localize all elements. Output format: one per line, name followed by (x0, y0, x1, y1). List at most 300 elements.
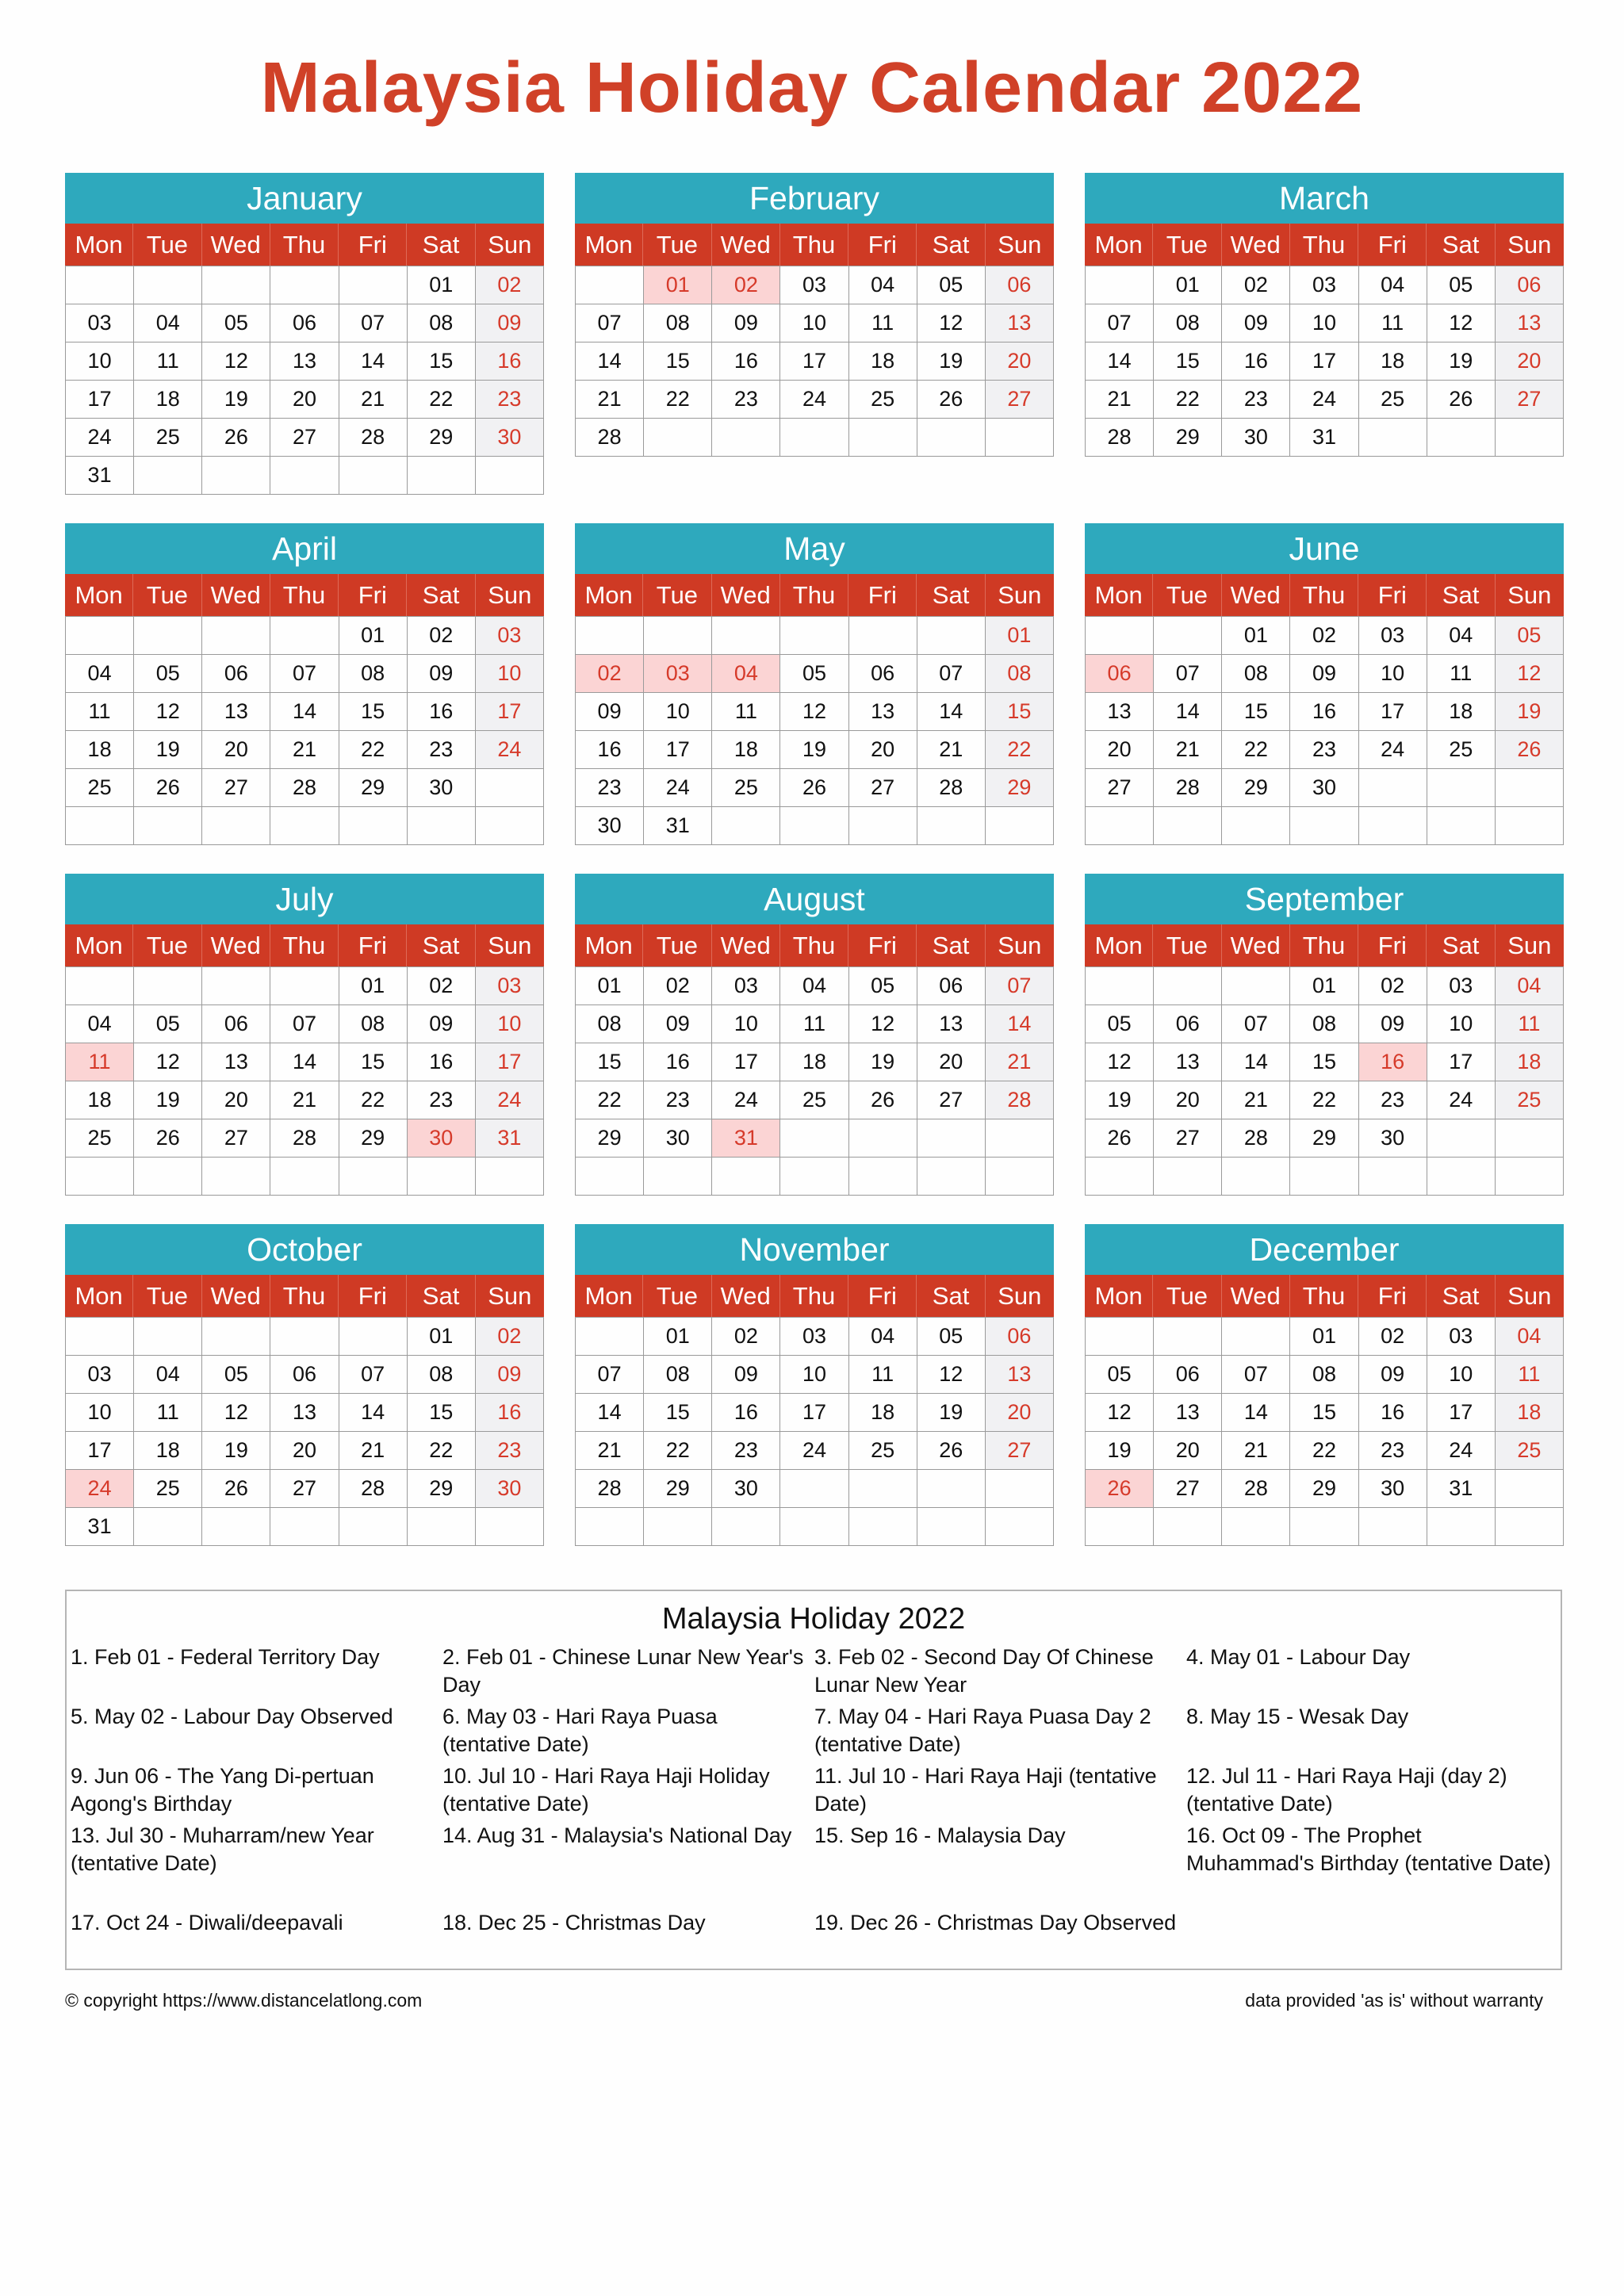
day-cell: 10 (780, 1355, 848, 1393)
day-cell: 21 (270, 1081, 339, 1119)
day-cell: 10 (644, 692, 712, 730)
day-cell: 21 (270, 730, 339, 768)
empty-day-cell (986, 1507, 1054, 1545)
day-cell: 12 (1086, 1043, 1154, 1081)
day-cell: 16 (1290, 692, 1358, 730)
day-cell: 09 (1359, 1004, 1427, 1043)
empty-day-cell (1496, 806, 1564, 844)
day-cell: 30 (644, 1119, 712, 1157)
day-cell: 23 (408, 1081, 476, 1119)
weekday-label: Tue (1153, 574, 1221, 616)
day-cell: 27 (986, 380, 1054, 418)
weekday-label: Fri (848, 924, 917, 966)
empty-day-cell (644, 616, 712, 654)
day-cell: 09 (1222, 304, 1290, 342)
day-cell: 09 (712, 304, 780, 342)
day-cell: 15 (644, 1393, 712, 1431)
weekday-label: Thu (1290, 224, 1358, 266)
weekday-label: Wed (202, 924, 270, 966)
empty-day-cell (134, 1507, 202, 1545)
disclaimer-text: data provided 'as is' without warranty (1245, 1990, 1543, 2011)
day-cell: 15 (408, 1393, 476, 1431)
empty-day-cell (1359, 1507, 1427, 1545)
empty-day-cell (270, 1157, 339, 1195)
day-cell: 27 (202, 1119, 270, 1157)
day-cell: 03 (476, 616, 544, 654)
month-name: February (575, 173, 1054, 224)
day-cell: 15 (1154, 342, 1222, 380)
month-november (575, 1224, 1054, 1548)
day-cell: 22 (1290, 1431, 1358, 1469)
day-cell: 06 (1154, 1355, 1222, 1393)
day-cell: 29 (576, 1119, 644, 1157)
day-cell: 27 (849, 768, 917, 806)
day-cell: 08 (339, 654, 408, 692)
empty-day-cell (1086, 1317, 1154, 1355)
empty-day-cell (1427, 1507, 1496, 1545)
day-cell: 21 (576, 1431, 644, 1469)
day-cell: 19 (917, 1393, 986, 1431)
weekday-label: Wed (202, 1275, 270, 1317)
empty-day-cell (986, 1157, 1054, 1195)
day-cell: 02 (1359, 966, 1427, 1004)
day-cell: 30 (476, 1469, 544, 1507)
day-cell: 26 (1086, 1119, 1154, 1157)
empty-day-cell (849, 806, 917, 844)
empty-day-cell (917, 1157, 986, 1195)
day-cell: 10 (66, 1393, 134, 1431)
weekday-label: Mon (575, 924, 643, 966)
day-cell: 31 (66, 456, 134, 494)
holiday-item: 18. Dec 25 - Christmas Day (442, 1911, 706, 1934)
day-cell: 07 (986, 966, 1054, 1004)
day-cell: 18 (712, 730, 780, 768)
day-cell: 05 (134, 654, 202, 692)
day-cell: 16 (712, 342, 780, 380)
day-cell: 16 (476, 342, 544, 380)
empty-day-cell (1222, 806, 1290, 844)
month-june (1085, 523, 1564, 848)
holiday-list-title: Malaysia Holiday 2022 (661, 1602, 966, 1636)
day-cell: 29 (408, 418, 476, 456)
day-cell: 27 (270, 1469, 339, 1507)
day-cell: 25 (780, 1081, 848, 1119)
day-cell: 17 (1290, 342, 1358, 380)
day-cell: 22 (986, 730, 1054, 768)
day-cell: 16 (476, 1393, 544, 1431)
day-cell: 23 (476, 1431, 544, 1469)
day-cell: 06 (849, 654, 917, 692)
weekday-label: Thu (270, 924, 339, 966)
holiday-item: 2. Feb 01 - Chinese Lunar New Year's Day (442, 1645, 804, 1697)
weekday-label: Sun (998, 931, 1042, 959)
day-cell: 20 (202, 730, 270, 768)
weekday-label: Wed (1222, 924, 1290, 966)
weekday-label: Sun (488, 1281, 532, 1310)
day-cell: 06 (202, 654, 270, 692)
day-cell: 19 (917, 342, 986, 380)
day-cell: 25 (1427, 730, 1496, 768)
empty-day-cell (1496, 1469, 1564, 1507)
empty-day-cell (576, 616, 644, 654)
day-cell: 23 (476, 380, 544, 418)
day-cell: 25 (134, 1469, 202, 1507)
empty-day-cell (339, 456, 408, 494)
day-cell: 27 (270, 418, 339, 456)
day-cell: 08 (644, 304, 712, 342)
weekday-label: Thu (780, 574, 848, 616)
empty-day-cell (644, 1157, 712, 1195)
day-cell: 27 (1086, 768, 1154, 806)
empty-day-cell (780, 806, 848, 844)
empty-day-cell (780, 1507, 848, 1545)
day-cell: 27 (917, 1081, 986, 1119)
empty-day-cell (202, 1317, 270, 1355)
day-cell: 11 (66, 1043, 134, 1081)
empty-day-cell (849, 1157, 917, 1195)
day-cell: 07 (270, 654, 339, 692)
day-cell: 01 (1290, 966, 1358, 1004)
weekday-label: Sat (917, 1275, 985, 1317)
day-cell: 04 (66, 654, 134, 692)
holiday-item: 19. Dec 26 - Christmas Day Observed (814, 1911, 1177, 1934)
empty-day-cell (1154, 1317, 1222, 1355)
day-cell: 29 (644, 1469, 712, 1507)
day-cell: 07 (1222, 1355, 1290, 1393)
day-cell: 23 (408, 730, 476, 768)
day-cell: 26 (917, 380, 986, 418)
weekday-header (575, 924, 1054, 966)
day-cell: 23 (1359, 1081, 1427, 1119)
day-cell: 21 (1086, 380, 1154, 418)
day-cell: 13 (1496, 304, 1564, 342)
day-cell: 27 (986, 1431, 1054, 1469)
empty-day-cell (917, 1469, 986, 1507)
day-grid (575, 1317, 1054, 1546)
empty-day-cell (202, 1507, 270, 1545)
day-cell: 08 (408, 304, 476, 342)
weekday-label: Thu (780, 1275, 848, 1317)
day-cell: 12 (202, 1393, 270, 1431)
empty-day-cell (134, 806, 202, 844)
day-cell: 20 (917, 1043, 986, 1081)
weekday-label: Mon (1085, 224, 1153, 266)
empty-day-cell (1496, 1507, 1564, 1545)
day-grid (575, 616, 1054, 845)
day-cell: 15 (1290, 1043, 1358, 1081)
day-cell: 11 (66, 692, 134, 730)
day-cell: 23 (712, 1431, 780, 1469)
empty-day-cell (576, 1507, 644, 1545)
day-cell: 17 (476, 692, 544, 730)
day-cell: 22 (644, 1431, 712, 1469)
day-cell: 15 (1290, 1393, 1358, 1431)
day-cell: 18 (66, 730, 134, 768)
empty-day-cell (408, 806, 476, 844)
day-cell: 27 (1154, 1119, 1222, 1157)
empty-day-cell (1154, 1157, 1222, 1195)
day-cell: 07 (917, 654, 986, 692)
day-cell: 29 (339, 768, 408, 806)
day-cell: 23 (1222, 380, 1290, 418)
day-cell: 13 (986, 1355, 1054, 1393)
day-cell: 04 (849, 1317, 917, 1355)
day-cell: 24 (1359, 730, 1427, 768)
day-cell: 23 (576, 768, 644, 806)
weekday-label: Thu (780, 924, 848, 966)
holiday-item: 7. May 04 - Hari Raya Puasa Day 2 (tentative Date) (814, 1705, 1151, 1756)
day-cell: 07 (1222, 1004, 1290, 1043)
empty-day-cell (202, 456, 270, 494)
day-cell: 29 (1290, 1119, 1358, 1157)
day-cell: 06 (986, 266, 1054, 304)
day-cell: 08 (1154, 304, 1222, 342)
day-cell: 24 (66, 418, 134, 456)
day-cell: 03 (712, 966, 780, 1004)
empty-day-cell (1086, 966, 1154, 1004)
weekday-label: Wed (1222, 1275, 1290, 1317)
empty-day-cell (1222, 1507, 1290, 1545)
day-cell: 28 (576, 418, 644, 456)
day-cell: 08 (1290, 1355, 1358, 1393)
day-cell: 16 (644, 1043, 712, 1081)
day-cell: 19 (1086, 1431, 1154, 1469)
day-cell: 09 (408, 654, 476, 692)
day-cell: 06 (1154, 1004, 1222, 1043)
day-cell: 25 (849, 1431, 917, 1469)
weekday-label: Sun (1507, 230, 1552, 258)
day-cell: 21 (339, 1431, 408, 1469)
holiday-item: 9. Jun 06 - The Yang Di-pertuan Agong's Birthday (71, 1764, 374, 1816)
day-cell: 10 (1359, 654, 1427, 692)
day-cell: 20 (986, 1393, 1054, 1431)
weekday-label: Mon (1085, 924, 1153, 966)
weekday-header (1085, 224, 1564, 266)
day-cell: 14 (339, 342, 408, 380)
weekday-label: Sat (407, 574, 475, 616)
day-cell: 13 (917, 1004, 986, 1043)
empty-day-cell (202, 616, 270, 654)
day-cell: 08 (408, 1355, 476, 1393)
day-cell: 20 (1154, 1081, 1222, 1119)
weekday-label: Sat (1427, 924, 1495, 966)
day-cell: 17 (780, 1393, 848, 1431)
empty-day-cell (576, 1157, 644, 1195)
day-cell: 20 (270, 380, 339, 418)
day-cell: 11 (1496, 1004, 1564, 1043)
day-cell: 02 (476, 1317, 544, 1355)
day-cell: 09 (1290, 654, 1358, 692)
day-cell: 14 (576, 1393, 644, 1431)
month-april (65, 523, 544, 848)
day-cell: 26 (917, 1431, 986, 1469)
day-cell: 08 (339, 1004, 408, 1043)
day-grid (1085, 266, 1564, 457)
empty-day-cell (202, 806, 270, 844)
day-cell: 05 (202, 1355, 270, 1393)
weekday-label: Thu (270, 1275, 339, 1317)
weekday-label: Fri (1358, 574, 1427, 616)
day-cell: 18 (849, 1393, 917, 1431)
empty-day-cell (1496, 1119, 1564, 1157)
empty-day-cell (66, 1317, 134, 1355)
day-cell: 25 (712, 768, 780, 806)
holiday-item: 12. Jul 11 - Hari Raya Haji (day 2) (tentative Date) (1186, 1764, 1507, 1816)
empty-day-cell (917, 418, 986, 456)
day-cell: 07 (339, 1355, 408, 1393)
empty-day-cell (1086, 616, 1154, 654)
empty-day-cell (712, 806, 780, 844)
empty-day-cell (1290, 1157, 1358, 1195)
day-cell: 09 (1359, 1355, 1427, 1393)
day-cell: 30 (408, 1119, 476, 1157)
weekday-label: Thu (270, 574, 339, 616)
holiday-item: 13. Jul 30 - Muharram/new Year (tentative Date) (71, 1823, 374, 1875)
day-cell: 27 (202, 768, 270, 806)
day-cell: 13 (849, 692, 917, 730)
empty-day-cell (1222, 966, 1290, 1004)
day-cell: 18 (134, 380, 202, 418)
empty-day-cell (339, 1507, 408, 1545)
day-cell: 11 (1496, 1355, 1564, 1393)
empty-day-cell (66, 806, 134, 844)
day-cell: 14 (917, 692, 986, 730)
day-cell: 04 (1496, 1317, 1564, 1355)
weekday-label: Fri (339, 224, 407, 266)
weekday-label: Wed (712, 224, 780, 266)
day-cell: 02 (408, 616, 476, 654)
day-cell: 07 (1086, 304, 1154, 342)
day-cell: 10 (476, 1004, 544, 1043)
day-cell: 05 (1427, 266, 1496, 304)
empty-day-cell (1222, 1157, 1290, 1195)
day-cell: 17 (66, 1431, 134, 1469)
day-cell: 24 (476, 1081, 544, 1119)
day-cell: 12 (849, 1004, 917, 1043)
month-january (65, 173, 544, 497)
day-cell: 17 (66, 380, 134, 418)
day-cell: 19 (1086, 1081, 1154, 1119)
day-cell: 28 (917, 768, 986, 806)
empty-day-cell (339, 806, 408, 844)
weekday-label: Fri (848, 1275, 917, 1317)
day-cell: 04 (849, 266, 917, 304)
day-cell: 19 (1427, 342, 1496, 380)
day-cell: 02 (576, 654, 644, 692)
day-cell: 13 (986, 304, 1054, 342)
day-cell: 13 (270, 1393, 339, 1431)
weekday-label: Sun (998, 1281, 1042, 1310)
day-cell: 12 (134, 1043, 202, 1081)
day-grid (575, 966, 1054, 1196)
empty-day-cell (408, 1507, 476, 1545)
weekday-label: Sun (488, 580, 532, 609)
empty-day-cell (66, 1157, 134, 1195)
weekday-label: Mon (575, 1275, 643, 1317)
month-name: April (65, 523, 544, 574)
weekday-label: Tue (643, 924, 711, 966)
day-cell: 21 (339, 380, 408, 418)
day-cell: 05 (1496, 616, 1564, 654)
weekday-label: Thu (270, 224, 339, 266)
day-cell: 02 (408, 966, 476, 1004)
day-cell: 03 (644, 654, 712, 692)
empty-day-cell (66, 266, 134, 304)
day-cell: 02 (712, 266, 780, 304)
day-cell: 21 (576, 380, 644, 418)
day-cell: 18 (780, 1043, 848, 1081)
day-cell: 17 (476, 1043, 544, 1081)
day-cell: 12 (917, 1355, 986, 1393)
day-cell: 03 (780, 1317, 848, 1355)
empty-day-cell (1086, 266, 1154, 304)
day-grid (65, 266, 544, 495)
day-cell: 11 (1359, 304, 1427, 342)
empty-day-cell (134, 456, 202, 494)
day-cell: 22 (1222, 730, 1290, 768)
empty-day-cell (476, 1507, 544, 1545)
day-cell: 13 (202, 692, 270, 730)
month-name: October (65, 1224, 544, 1275)
day-cell: 30 (1290, 768, 1358, 806)
day-cell: 07 (270, 1004, 339, 1043)
weekday-label: Sat (917, 574, 985, 616)
day-cell: 09 (644, 1004, 712, 1043)
empty-day-cell (1086, 1507, 1154, 1545)
day-cell: 26 (1086, 1469, 1154, 1507)
day-cell: 14 (576, 342, 644, 380)
day-cell: 15 (1222, 692, 1290, 730)
day-cell: 26 (134, 768, 202, 806)
weekday-label: Sat (407, 224, 475, 266)
day-cell: 29 (986, 768, 1054, 806)
day-cell: 07 (1154, 654, 1222, 692)
empty-day-cell (1496, 418, 1564, 456)
month-name: July (65, 874, 544, 924)
weekday-label: Sat (407, 1275, 475, 1317)
day-cell: 24 (712, 1081, 780, 1119)
day-cell: 24 (780, 1431, 848, 1469)
empty-day-cell (780, 1119, 848, 1157)
weekday-label: Tue (133, 924, 201, 966)
day-cell: 02 (1359, 1317, 1427, 1355)
day-cell: 12 (134, 692, 202, 730)
weekday-label: Sun (1507, 580, 1552, 609)
day-cell: 09 (712, 1355, 780, 1393)
empty-day-cell (712, 1507, 780, 1545)
empty-day-cell (1086, 1157, 1154, 1195)
weekday-label: Sun (998, 230, 1042, 258)
day-cell: 10 (1427, 1004, 1496, 1043)
day-cell: 31 (1427, 1469, 1496, 1507)
day-cell: 03 (1427, 1317, 1496, 1355)
day-cell: 30 (712, 1469, 780, 1507)
day-cell: 01 (339, 966, 408, 1004)
day-cell: 06 (202, 1004, 270, 1043)
weekday-header (1085, 1275, 1564, 1317)
day-cell: 05 (780, 654, 848, 692)
day-cell: 29 (1154, 418, 1222, 456)
empty-day-cell (1496, 768, 1564, 806)
holiday-list (65, 1590, 1562, 1970)
day-cell: 14 (1154, 692, 1222, 730)
weekday-label: Tue (643, 574, 711, 616)
empty-day-cell (270, 616, 339, 654)
day-cell: 27 (1496, 380, 1564, 418)
holiday-item: 15. Sep 16 - Malaysia Day (814, 1823, 1066, 1847)
empty-day-cell (780, 418, 848, 456)
day-cell: 30 (476, 418, 544, 456)
